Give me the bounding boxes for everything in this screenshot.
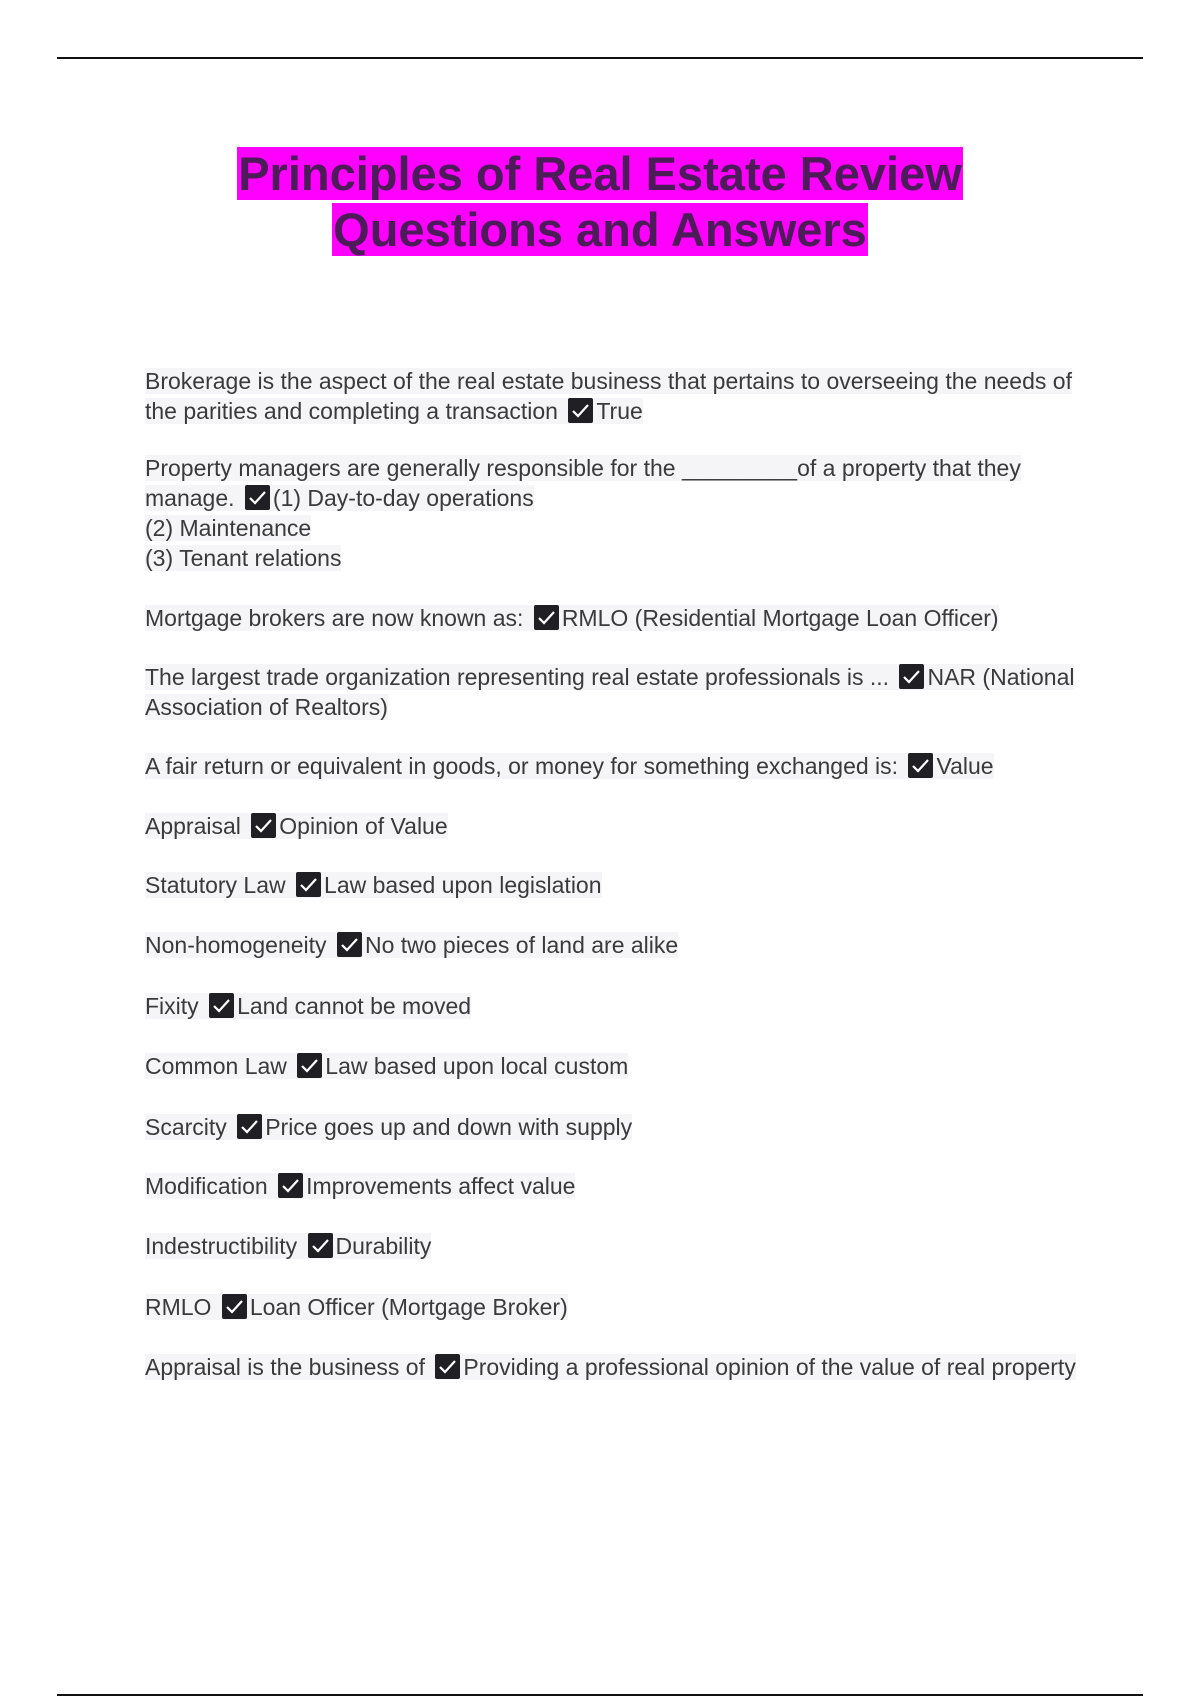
- title-line-2: Questions and Answers: [333, 203, 867, 256]
- checkbox-checked-icon: [296, 872, 321, 897]
- qa-item: [145, 930, 1080, 960]
- answer-text: Land cannot be moved: [237, 993, 472, 1019]
- answer-text: No two pieces of land are alike: [364, 932, 679, 958]
- question-text: Mortgage brokers are now known as:: [145, 605, 524, 631]
- qa-item: [145, 662, 1080, 722]
- answer-text: Loan Officer (Mortgage Broker): [249, 1294, 568, 1320]
- checkbox-checked-icon: [308, 1233, 333, 1258]
- question-text: Non-homogeneity: [145, 932, 327, 958]
- answer-text: Improvements affect value: [306, 1173, 576, 1199]
- answer-text: Price goes up and down with supply: [265, 1114, 633, 1140]
- answer-text: Law based upon legislation: [324, 872, 602, 898]
- question-text: Fixity: [145, 993, 199, 1019]
- question-text: Common Law: [145, 1053, 287, 1079]
- qa-item: [145, 1171, 1080, 1201]
- answer-text: RMLO (Residential Mortgage Loan Officer): [561, 605, 999, 631]
- question-text: Indestructibility: [145, 1233, 298, 1259]
- checkbox-checked-icon: [251, 813, 276, 838]
- answer-text: Value: [936, 753, 994, 779]
- answer-text: True: [596, 398, 643, 424]
- title-line-1: Principles of Real Estate Review: [238, 147, 962, 200]
- checkbox-checked-icon: [278, 1173, 303, 1198]
- qa-item: [145, 751, 1080, 781]
- checkbox-checked-icon: [222, 1294, 247, 1319]
- checkbox-checked-icon: [899, 664, 924, 689]
- qa-item: [145, 870, 1080, 900]
- question-text: Appraisal is the business of: [145, 1354, 425, 1380]
- checkbox-checked-icon: [534, 605, 559, 630]
- checkbox-checked-icon: [908, 753, 933, 778]
- qa-item: [145, 1352, 1080, 1382]
- answer-text: Providing a professional opinion of the value of real property: [463, 1354, 1076, 1380]
- question-text: A fair return or equivalent in goods, or money for something exchanged is:: [145, 753, 899, 779]
- answer-text: Opinion of Value: [279, 813, 448, 839]
- checkbox-checked-icon: [568, 398, 593, 423]
- question-text: Property managers are generally responsible for the _________of a property that they manage.: [145, 455, 1021, 511]
- top-rule: [57, 57, 1143, 59]
- answer-text: (1) Day-to-day operations (2) Maintenance (3) Tenant relations: [145, 485, 534, 571]
- checkbox-checked-icon: [297, 1053, 322, 1078]
- checkbox-checked-icon: [237, 1114, 262, 1139]
- qa-item: [145, 603, 1080, 633]
- checkbox-checked-icon: [337, 932, 362, 957]
- qa-item: [145, 1292, 1080, 1322]
- qa-item: [145, 811, 1080, 841]
- checkbox-checked-icon: [245, 485, 270, 510]
- question-text: Appraisal: [145, 813, 241, 839]
- page-title: [0, 146, 1200, 258]
- qa-item: [145, 453, 1080, 573]
- qa-item: [145, 1231, 1080, 1261]
- qa-item: [145, 366, 1080, 426]
- checkbox-checked-icon: [435, 1354, 460, 1379]
- answer-text: Durability: [335, 1233, 432, 1259]
- answer-text: Law based upon local custom: [325, 1053, 629, 1079]
- question-text: The largest trade organization representing real estate professionals is ...: [145, 664, 890, 690]
- answer-text: NAR (National Association of Realtors): [145, 664, 1075, 720]
- question-text: Scarcity: [145, 1114, 227, 1140]
- qa-item: [145, 1051, 1080, 1081]
- checkbox-checked-icon: [209, 993, 234, 1018]
- question-text: Modification: [145, 1173, 268, 1199]
- question-text: RMLO: [145, 1294, 212, 1320]
- qa-item: [145, 1112, 1080, 1142]
- bottom-rule: [57, 1694, 1143, 1696]
- qa-item: [145, 991, 1080, 1021]
- question-text: Brokerage is the aspect of the real estate business that pertains to overseeing the needs of the parities and completing a transaction: [145, 368, 1072, 424]
- question-text: Statutory Law: [145, 872, 286, 898]
